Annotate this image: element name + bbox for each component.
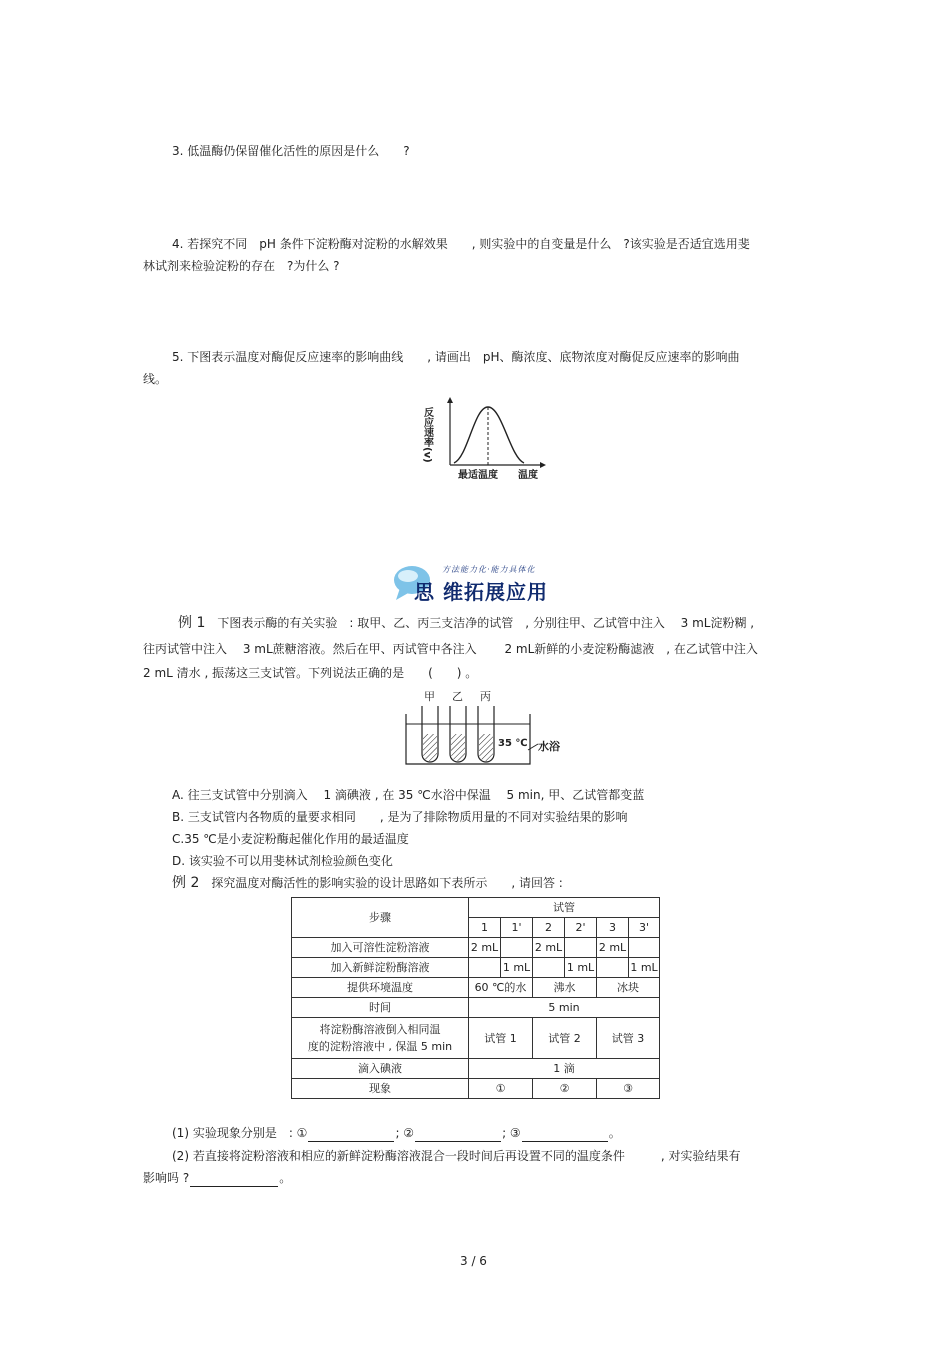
- answer-blank-2[interactable]: [415, 1129, 501, 1142]
- bath-temperature: 35 ℃: [498, 738, 528, 749]
- table-cell: [629, 938, 660, 958]
- tube-jia: [422, 706, 438, 762]
- tube-label-jia: 甲: [424, 690, 435, 703]
- table-cell: [533, 958, 565, 978]
- question-5-line-1: 5. 下图表示温度对酶促反应速率的影响曲线 , 请画出 pH、酶浓度、底物浓度对酶促反应速率的影响曲: [172, 350, 740, 364]
- curve-xlabel-optimum: 最适温度: [458, 470, 498, 481]
- table-row: [292, 1079, 660, 1099]
- table-row: [292, 998, 660, 1018]
- table-row: [292, 1059, 660, 1079]
- table-cell: 试管 3: [597, 1018, 660, 1059]
- table-cell: 1 mL: [501, 958, 533, 978]
- option-c: C.35 ℃是小麦淀粉酶起催化作用的最适温度: [172, 832, 409, 846]
- table-cell: 1 mL: [565, 958, 597, 978]
- example-1-label: 例 1: [178, 615, 206, 631]
- example-1-line-2: 往丙试管中注入 3 mL蔗糖溶液。然后在甲、丙试管中各注入 2 mL新鲜的小麦淀粉酶滤液 , 在乙试管中注入: [143, 642, 758, 656]
- table-header-tubes: 试管: [469, 898, 660, 918]
- curve-xlabel: 温度: [518, 470, 538, 481]
- option-d: D. 该实验不可以用斐林试剂检验颜色变化: [172, 854, 393, 868]
- table-cell: 1 mL: [629, 958, 660, 978]
- table-cell: 沸水: [533, 978, 597, 998]
- answer-blank-1[interactable]: [308, 1129, 394, 1142]
- table-cell: 1 滴: [469, 1059, 660, 1079]
- table-cell: 1': [501, 918, 533, 938]
- example-2-label: 例 2: [172, 875, 200, 891]
- tube-label-yi: 乙: [452, 690, 463, 703]
- banner-title: 思 维拓展应用: [414, 580, 548, 604]
- table-cell: 3': [629, 918, 660, 938]
- experiment-table: [291, 897, 660, 1099]
- table-cell: 3: [597, 918, 629, 938]
- curve-y-arrow: [447, 397, 453, 403]
- table-header-step: 步骤: [292, 898, 469, 938]
- curve-bell: [454, 407, 524, 463]
- table-cell: ③: [597, 1079, 660, 1099]
- table-cell: 试管 2: [533, 1018, 597, 1059]
- table-row: [292, 938, 660, 958]
- banner-subtitle: 方法能力化·能力具体化: [442, 565, 536, 574]
- curve-ylabel: 反应速率(v): [421, 407, 433, 463]
- table-row-label: 加入新鲜淀粉酶溶液: [292, 958, 469, 978]
- temperature-rate-curve: [420, 395, 550, 485]
- table-row: [292, 978, 660, 998]
- answer-blank-4[interactable]: [190, 1174, 278, 1187]
- example-1-line-1: 例 1 下图表示酶的有关实验 : 取甲、乙、丙三支洁净的试管 , 分别往甲、乙试管中注入 3 mL淀粉糊 ,: [178, 615, 755, 631]
- table-row-label: 现象: [292, 1079, 469, 1099]
- example-1-line-3: 2 mL 清水 , 振荡这三支试管。下列说法正确的是 ( ) 。: [143, 666, 478, 680]
- sub-question-1: (1) 实验现象分别是 : ① ; ② ; ③ 。: [172, 1126, 621, 1140]
- page-number: 3 / 6: [460, 1254, 487, 1268]
- table-cell: 冰块: [597, 978, 660, 998]
- table-cell: ①: [469, 1079, 533, 1099]
- table-cell: [469, 958, 501, 978]
- option-b: B. 三支试管内各物质的量要求相同 , 是为了排除物质用量的不同对实验结果的影响: [172, 810, 628, 824]
- table-cell: 2: [533, 918, 565, 938]
- table-row-label: 提供环境温度: [292, 978, 469, 998]
- tube-label-bing: 丙: [480, 690, 491, 703]
- example-2-intro: 例 2 探究温度对酶活性的影响实验的设计思路如下表所示 , 请回答 :: [172, 875, 563, 891]
- table-row-label: 滴入碘液: [292, 1059, 469, 1079]
- table-row-label: 加入可溶性淀粉溶液: [292, 938, 469, 958]
- table-cell: [597, 958, 629, 978]
- table-cell: 试管 1: [469, 1018, 533, 1059]
- question-3: 3. 低温酶仍保留催化活性的原因是什么 ?: [172, 144, 410, 158]
- question-5-line-2: 线。: [143, 372, 168, 386]
- question-4-line-1: 4. 若探究不同 pH 条件下淀粉酶对淀粉的水解效果 , 则实验中的自变量是什么 ?该实验是否适宜选用斐: [172, 237, 750, 251]
- table-cell: 2 mL: [597, 938, 629, 958]
- table-row-label: 将淀粉酶溶液倒入相同温 度的淀粉溶液中 , 保温 5 min: [292, 1018, 469, 1059]
- question-4-line-2: 林试剂来检验淀粉的存在 ?为什么 ?: [143, 259, 340, 273]
- curve-x-arrow: [540, 462, 546, 468]
- section-banner: [392, 560, 567, 604]
- table-cell: 60 ℃的水: [469, 978, 533, 998]
- bath-label: 水浴: [538, 740, 560, 753]
- table-row: [292, 958, 660, 978]
- table-row: [292, 898, 660, 918]
- tube-bing: [478, 706, 494, 762]
- test-tubes-figure: [400, 688, 560, 768]
- answer-blank-3[interactable]: [522, 1129, 608, 1142]
- table-cell: 2 mL: [533, 938, 565, 958]
- sub-question-2-line-2: 影响吗 ? 。: [143, 1171, 292, 1185]
- table-row: [292, 1018, 660, 1059]
- table-cell: ②: [533, 1079, 597, 1099]
- option-a: A. 往三支试管中分别滴入 1 滴碘液 , 在 35 ℃水浴中保温 5 min, 甲、乙试管都变蓝: [172, 788, 645, 802]
- table-cell: 5 min: [469, 998, 660, 1018]
- table-cell: 1: [469, 918, 501, 938]
- table-row-label: 时间: [292, 998, 469, 1018]
- table-cell: [565, 938, 597, 958]
- table-cell: 2 mL: [469, 938, 501, 958]
- table-cell: 2': [565, 918, 597, 938]
- tube-yi: [450, 706, 466, 762]
- table-cell: [501, 938, 533, 958]
- sub-question-2-line-1: (2) 若直接将淀粉溶液和相应的新鲜淀粉酶溶液混合一段时间后再设置不同的温度条件 , 对实验结果有: [172, 1149, 741, 1163]
